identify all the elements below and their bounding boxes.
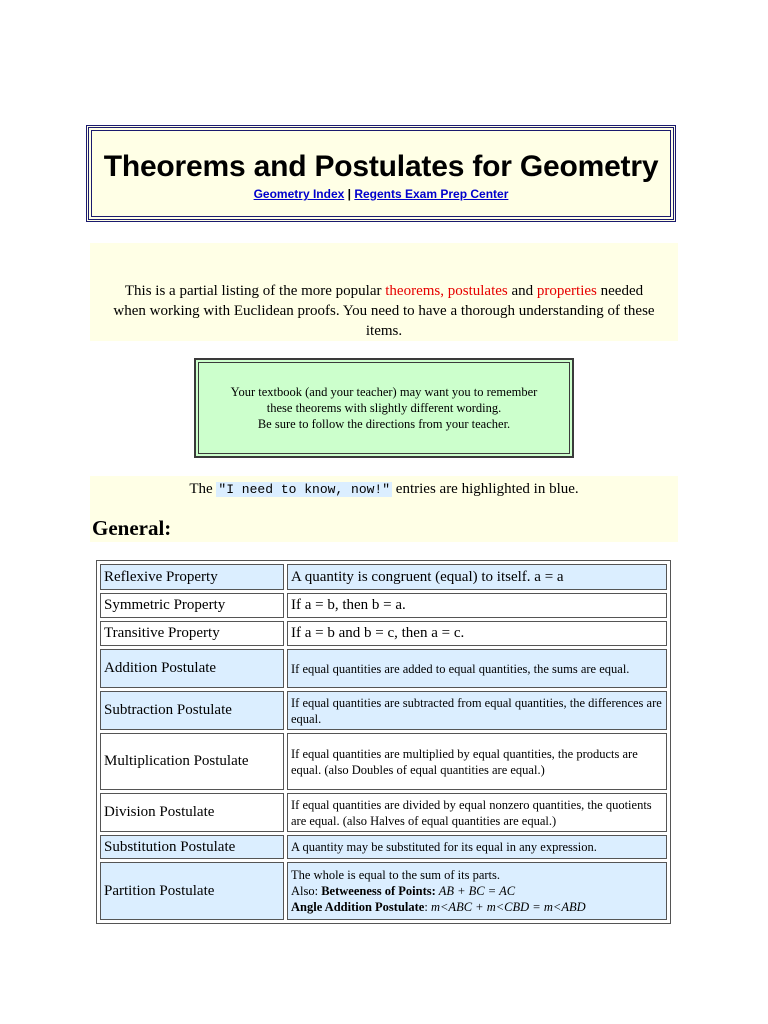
property-definition: If a = b, then b = a. [287, 593, 667, 618]
intro-text-part: and [507, 283, 537, 299]
geometry-index-link[interactable]: Geometry Index [253, 187, 345, 201]
property-definition [287, 862, 667, 920]
partition-also: Also: [291, 884, 322, 898]
page-title: Theorems and Postulates for Geometry [103, 150, 659, 183]
angle-addition-expression: m<ABC + m<CBD = m<ABD [430, 900, 586, 914]
teacher-note-box [194, 358, 574, 458]
need-to-know-highlight: "I need to know, now!" [218, 482, 391, 497]
table-row [100, 564, 667, 590]
note-line: Be sure to follow the directions from your teacher. [257, 417, 511, 431]
table-row [100, 649, 667, 688]
property-name: Reflexive Property [100, 564, 284, 590]
nav-links [89, 187, 673, 201]
title-box [86, 125, 676, 222]
property-definition: A quantity may be substituted for its equal in any expression. [287, 835, 667, 859]
property-definition: A quantity is congruent (equal) to itself. a = a [287, 564, 667, 590]
intro-text [110, 281, 658, 341]
property-name: Addition Postulate [100, 649, 284, 688]
table-row [100, 835, 667, 859]
table-row [100, 621, 667, 646]
property-name: Subtraction Postulate [100, 691, 284, 730]
angle-addition-colon: : [424, 900, 431, 914]
teacher-note [200, 384, 568, 432]
betweeness-expression: AB + BC = AC [435, 884, 516, 898]
angle-addition-label: Angle Addition Postulate [291, 900, 425, 914]
property-name: Substitution Postulate [100, 835, 284, 859]
table-row [100, 733, 667, 790]
property-name: Partition Postulate [100, 862, 284, 920]
betweeness-label: Betweeness of Points: [321, 884, 436, 898]
property-name: Multiplication Postulate [100, 733, 284, 790]
property-definition: If a = b and b = c, then a = c. [287, 621, 667, 646]
properties-table [96, 560, 671, 924]
property-definition: If equal quantities are divided by equal nonzero quantities, the quotients are equal. (also Halves of equal quantities are equal.) [287, 793, 667, 832]
nav-separator: | [344, 187, 355, 201]
intro-text-part: This is a partial listing of the more popular [124, 283, 386, 299]
property-definition: If equal quantities are subtracted from equal quantities, the differences are equal. [287, 691, 667, 730]
intro-text-part: needed when working with Euclidean proofs. You need to have a thorough understanding of these items. [113, 283, 655, 339]
table-row [100, 691, 667, 730]
property-definition: If equal quantities are added to equal quantities, the sums are equal. [287, 649, 667, 688]
table-row [100, 593, 667, 618]
note-line: Your textbook (and your teacher) may want you to remember [230, 385, 538, 399]
note-line: these theorems with slightly different wording. [266, 401, 502, 415]
partition-line-1: The whole is equal to the sum of its parts. [291, 868, 500, 882]
property-name: Division Postulate [100, 793, 284, 832]
property-name: Symmetric Property [100, 593, 284, 618]
intro-highlight-theorems: theorems, postulates [385, 283, 508, 299]
intro-highlight-properties: properties [536, 283, 597, 299]
legend-text: The [189, 481, 217, 497]
regents-exam-prep-link[interactable]: Regents Exam Prep Center [354, 187, 509, 201]
legend-text: entries are highlighted in blue. [392, 481, 579, 497]
intro-panel [90, 243, 678, 341]
highlight-legend [90, 481, 678, 498]
property-definition: If equal quantities are multiplied by equal quantities, the products are equal. (also Doubles of equal quantities are equal.) [287, 733, 667, 790]
section-heading: General: [92, 516, 172, 540]
property-name: Transitive Property [100, 621, 284, 646]
table-row [100, 793, 667, 832]
know-band [90, 476, 678, 542]
table-row [100, 862, 667, 920]
